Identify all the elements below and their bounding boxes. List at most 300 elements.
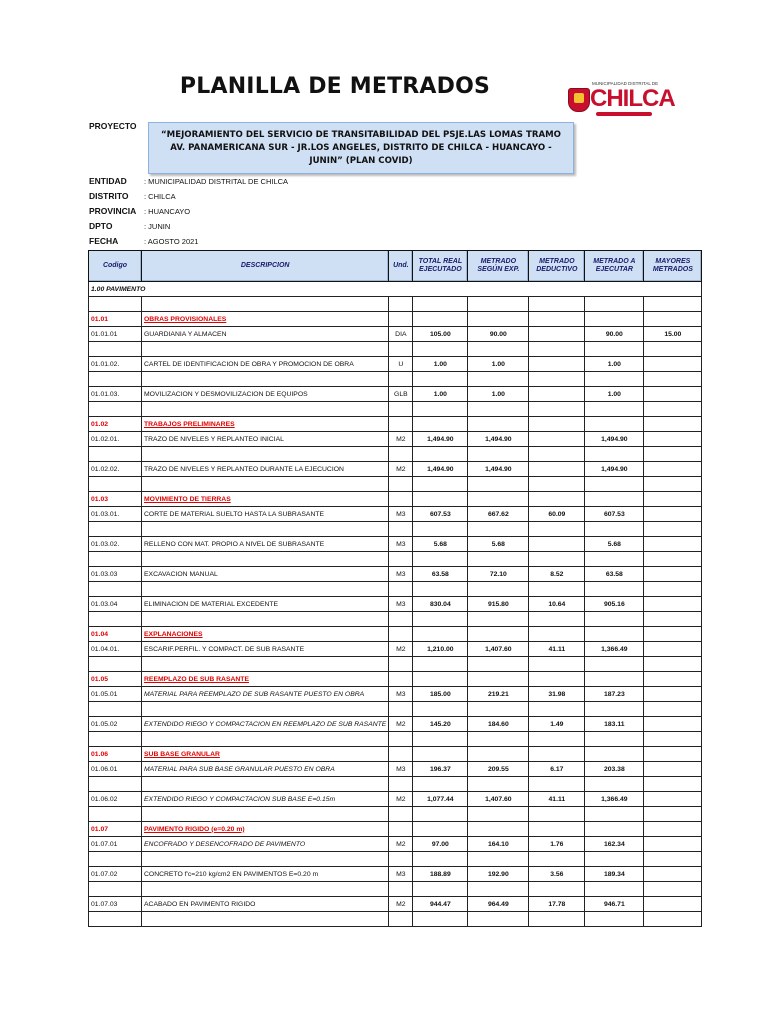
item-unit: M2 — [389, 717, 413, 732]
spacer-cell — [142, 912, 389, 927]
item-unit: M2 — [389, 432, 413, 447]
empty-cell — [529, 822, 585, 837]
spacer-cell — [529, 912, 585, 927]
item-unit: M2 — [389, 792, 413, 807]
spacer-cell — [142, 477, 389, 492]
empty-cell — [389, 492, 413, 507]
spacer-cell — [413, 552, 468, 567]
total-real-ejecutado: 1.00 — [413, 357, 468, 372]
total-real-ejecutado: 105.00 — [413, 327, 468, 342]
item-description: EXTENDIDO RIEGO Y COMPACTACION SUB BASE E=0.15m — [142, 792, 389, 807]
empty-cell — [529, 417, 585, 432]
empty-cell — [468, 747, 529, 762]
mayores-metrados — [644, 762, 702, 777]
spacer-cell — [468, 582, 529, 597]
spacer-cell — [89, 582, 142, 597]
item-description: CORTE DE MATERIAL SUELTO HASTA LA SUBRASANTE — [142, 507, 389, 522]
spacer-row — [89, 297, 702, 312]
empty-cell — [389, 312, 413, 327]
spacer-cell — [585, 732, 644, 747]
spacer-cell — [413, 447, 468, 462]
spacer-cell — [644, 657, 702, 672]
metrado-a-ejecutar: 1,366.49 — [585, 792, 644, 807]
metrado-segun-exp: 1.00 — [468, 357, 529, 372]
info-label-3: DPTO — [89, 221, 113, 231]
item-description: ELIMINACION DE MATERIAL EXCEDENTE — [142, 597, 389, 612]
section-code: 01.07 — [89, 822, 142, 837]
info-label-2: PROVINCIA — [89, 206, 137, 216]
section-code: 01.06 — [89, 747, 142, 762]
metrado-a-ejecutar: 905.16 — [585, 597, 644, 612]
metrado-deductivo — [529, 432, 585, 447]
logo-top-text: MUNICIPALIDAD DISTRITAL DE — [592, 81, 659, 86]
metrado-segun-exp: 5.68 — [468, 537, 529, 552]
metrado-segun-exp: 667.62 — [468, 507, 529, 522]
table-row — [89, 537, 702, 552]
metrado-segun-exp: 1.00 — [468, 387, 529, 402]
spacer-cell — [529, 552, 585, 567]
col-header-descripcion: DESCRIPCION — [142, 251, 389, 282]
spacer-cell — [142, 552, 389, 567]
col-header-codigo: Codigo — [89, 251, 142, 282]
metrado-segun-exp: 1,407.60 — [468, 642, 529, 657]
info-value-2: : HUANCAYO — [144, 207, 191, 216]
spacer-row — [89, 447, 702, 462]
spacer-cell — [644, 297, 702, 312]
info-value-1: : CHILCA — [144, 192, 176, 201]
spacer-cell — [644, 372, 702, 387]
mayores-metrados — [644, 462, 702, 477]
spacer-cell — [585, 447, 644, 462]
spacer-cell — [529, 852, 585, 867]
metrado-segun-exp: 964.49 — [468, 897, 529, 912]
section-code: 01.02 — [89, 417, 142, 432]
empty-cell — [413, 627, 468, 642]
spacer-cell — [468, 852, 529, 867]
empty-cell — [585, 492, 644, 507]
item-unit: M3 — [389, 597, 413, 612]
spacer-row — [89, 807, 702, 822]
spacer-cell — [468, 372, 529, 387]
spacer-cell — [529, 882, 585, 897]
spacer-cell — [529, 657, 585, 672]
spacer-cell — [644, 702, 702, 717]
metrado-a-ejecutar: 1,494.90 — [585, 432, 644, 447]
municipality-logo — [566, 80, 675, 118]
table-row — [89, 462, 702, 477]
mayores-metrados — [644, 642, 702, 657]
spacer-cell — [585, 477, 644, 492]
mayores-metrados — [644, 867, 702, 882]
spacer-cell — [644, 777, 702, 792]
item-unit: M3 — [389, 537, 413, 552]
empty-cell — [585, 672, 644, 687]
spacer-cell — [142, 447, 389, 462]
spacer-cell — [529, 612, 585, 627]
table-row — [89, 327, 702, 342]
spacer-cell — [585, 582, 644, 597]
page-title: PLANILLA DE METRADOS — [179, 74, 491, 99]
project-text: “MEJORAMIENTO DEL SERVICIO DE TRANSITABILIDAD DEL PSJE.LAS LOMAS TRAMO AV. PANAMERICANA SUR - JR.LOS ANGELES, DISTRITO DE CHILCA - HUANCAYO - JUNIN” (PLAN COVID) — [161, 129, 561, 166]
spacer-row — [89, 402, 702, 417]
section-title: PAVIMENTO RIGIDO (e=0.20 m) — [142, 822, 389, 837]
spacer-cell — [585, 777, 644, 792]
table-row — [89, 897, 702, 912]
spacer-cell — [89, 612, 142, 627]
empty-cell — [468, 672, 529, 687]
metrado-a-ejecutar: 946.71 — [585, 897, 644, 912]
total-real-ejecutado: 97.00 — [413, 837, 468, 852]
item-description: EXCAVACION MANUAL — [142, 567, 389, 582]
item-code: 01.02.02. — [89, 462, 142, 477]
metrado-a-ejecutar: 1,494.90 — [585, 462, 644, 477]
total-real-ejecutado: 63.58 — [413, 567, 468, 582]
spacer-cell — [644, 447, 702, 462]
spacer-row — [89, 372, 702, 387]
item-code: 01.05.01 — [89, 687, 142, 702]
spacer-cell — [585, 402, 644, 417]
empty-cell — [529, 672, 585, 687]
spacer-cell — [644, 582, 702, 597]
empty-cell — [529, 312, 585, 327]
spacer-cell — [142, 702, 389, 717]
metrado-deductivo: 6.17 — [529, 762, 585, 777]
spacer-cell — [468, 612, 529, 627]
section-code: 01.03 — [89, 492, 142, 507]
empty-cell — [389, 822, 413, 837]
item-code: 01.07.01 — [89, 837, 142, 852]
spacer-cell — [389, 912, 413, 927]
project-label: PROYECTO — [89, 121, 137, 131]
spacer-cell — [389, 522, 413, 537]
spacer-cell — [468, 402, 529, 417]
spacer-cell — [529, 702, 585, 717]
spacer-cell — [89, 807, 142, 822]
spacer-row — [89, 552, 702, 567]
spacer-cell — [585, 912, 644, 927]
spacer-cell — [389, 777, 413, 792]
col-header-mayores: MAYORES METRADOS — [644, 251, 702, 282]
spacer-row — [89, 582, 702, 597]
empty-cell — [644, 627, 702, 642]
metrado-a-ejecutar: 63.58 — [585, 567, 644, 582]
item-code: 01.01.01 — [89, 327, 142, 342]
spacer-cell — [585, 342, 644, 357]
spacer-cell — [389, 372, 413, 387]
item-code: 01.05.02 — [89, 717, 142, 732]
metrado-deductivo: 8.52 — [529, 567, 585, 582]
spacer-cell — [389, 447, 413, 462]
metrado-segun-exp: 219.21 — [468, 687, 529, 702]
logo-name: CHILCA — [590, 85, 675, 112]
empty-cell — [644, 672, 702, 687]
item-code: 01.03.04 — [89, 597, 142, 612]
spacer-cell — [413, 342, 468, 357]
item-unit: M3 — [389, 687, 413, 702]
spacer-cell — [142, 522, 389, 537]
item-code: 01.06.02 — [89, 792, 142, 807]
spacer-cell — [644, 402, 702, 417]
metrado-deductivo: 60.09 — [529, 507, 585, 522]
spacer-cell — [585, 612, 644, 627]
spacer-cell — [529, 807, 585, 822]
spacer-cell — [142, 582, 389, 597]
item-description: GUARDIANIA Y ALMACEN — [142, 327, 389, 342]
group-row — [89, 282, 702, 297]
item-unit: DIA — [389, 327, 413, 342]
item-unit: M2 — [389, 837, 413, 852]
metrado-a-ejecutar: 607.53 — [585, 507, 644, 522]
mayores-metrados — [644, 432, 702, 447]
total-real-ejecutado: 944.47 — [413, 897, 468, 912]
info-value-3: : JUNIN — [144, 222, 171, 231]
section-title: REEMPLAZO DE SUB RASANTE — [142, 672, 389, 687]
item-code: 01.04.01. — [89, 642, 142, 657]
mayores-metrados — [644, 357, 702, 372]
spacer-cell — [644, 552, 702, 567]
spacer-cell — [644, 522, 702, 537]
section-title: MOVIMIENTO DE TIERRAS — [142, 492, 389, 507]
item-unit: M3 — [389, 762, 413, 777]
spacer-cell — [468, 777, 529, 792]
metrado-segun-exp: 1,494.90 — [468, 462, 529, 477]
section-title: OBRAS PROVISIONALES — [142, 312, 389, 327]
spacer-cell — [468, 297, 529, 312]
spacer-cell — [468, 882, 529, 897]
metrados-table — [88, 250, 702, 927]
spacer-cell — [89, 552, 142, 567]
col-header-a-ejecutar: METRADO A EJECUTAR — [585, 251, 644, 282]
spacer-cell — [389, 297, 413, 312]
spacer-cell — [142, 297, 389, 312]
empty-cell — [644, 417, 702, 432]
table-row — [89, 792, 702, 807]
spacer-cell — [468, 702, 529, 717]
table-row — [89, 867, 702, 882]
empty-cell — [413, 312, 468, 327]
total-real-ejecutado: 1,077.44 — [413, 792, 468, 807]
spacer-cell — [89, 702, 142, 717]
spacer-cell — [89, 342, 142, 357]
item-unit: M3 — [389, 507, 413, 522]
spacer-cell — [413, 522, 468, 537]
table-row — [89, 642, 702, 657]
mayores-metrados — [644, 687, 702, 702]
spacer-cell — [529, 582, 585, 597]
metrado-a-ejecutar: 189.34 — [585, 867, 644, 882]
item-description: MATERIAL PARA REEMPLAZO DE SUB RASANTE PUESTO EN OBRA — [142, 687, 389, 702]
spacer-cell — [468, 447, 529, 462]
metrado-a-ejecutar: 183.11 — [585, 717, 644, 732]
item-code: 01.02.01. — [89, 432, 142, 447]
spacer-cell — [413, 702, 468, 717]
spacer-cell — [468, 732, 529, 747]
item-unit: M2 — [389, 462, 413, 477]
spacer-cell — [644, 882, 702, 897]
spacer-cell — [413, 477, 468, 492]
empty-cell — [585, 822, 644, 837]
table-row — [89, 762, 702, 777]
mayores-metrados — [644, 387, 702, 402]
spacer-cell — [142, 777, 389, 792]
mayores-metrados — [644, 792, 702, 807]
table-row — [89, 507, 702, 522]
section-row — [89, 417, 702, 432]
spacer-cell — [644, 612, 702, 627]
spacer-cell — [413, 882, 468, 897]
spacer-cell — [89, 912, 142, 927]
metrado-a-ejecutar: 1,366.49 — [585, 642, 644, 657]
metrado-a-ejecutar: 1.00 — [585, 357, 644, 372]
section-code: 01.05 — [89, 672, 142, 687]
spacer-cell — [142, 807, 389, 822]
item-description: EXTENDIDO RIEGO Y COMPACTACION EN REEMPLAZO DE SUB RASANTE — [142, 717, 389, 732]
item-code: 01.07.03 — [89, 897, 142, 912]
total-real-ejecutado: 1.00 — [413, 387, 468, 402]
spacer-cell — [468, 552, 529, 567]
section-row — [89, 312, 702, 327]
spacer-cell — [89, 447, 142, 462]
spacer-row — [89, 777, 702, 792]
section-row — [89, 747, 702, 762]
metrado-a-ejecutar: 90.00 — [585, 327, 644, 342]
table-row — [89, 357, 702, 372]
spacer-cell — [389, 807, 413, 822]
spacer-cell — [142, 372, 389, 387]
total-real-ejecutado: 188.89 — [413, 867, 468, 882]
spacer-cell — [644, 912, 702, 927]
empty-cell — [413, 747, 468, 762]
spacer-cell — [142, 342, 389, 357]
col-header-total-real: TOTAL REAL EJECUTADO — [413, 251, 468, 282]
item-unit: U — [389, 357, 413, 372]
spacer-row — [89, 882, 702, 897]
spacer-cell — [389, 732, 413, 747]
coat-of-arms-icon — [568, 88, 590, 112]
spacer-cell — [89, 372, 142, 387]
spacer-cell — [585, 807, 644, 822]
mayores-metrados — [644, 537, 702, 552]
metrado-deductivo: 41.11 — [529, 642, 585, 657]
spacer-cell — [413, 732, 468, 747]
metrado-deductivo: 31.98 — [529, 687, 585, 702]
metrado-a-ejecutar: 1.00 — [585, 387, 644, 402]
mayores-metrados — [644, 567, 702, 582]
item-code: 01.03.02. — [89, 537, 142, 552]
item-description: ESCARIF.PERFIL. Y COMPACT. DE SUB RASANTE — [142, 642, 389, 657]
spacer-cell — [529, 477, 585, 492]
empty-cell — [585, 312, 644, 327]
empty-cell — [389, 627, 413, 642]
spacer-cell — [644, 732, 702, 747]
metrado-segun-exp: 192.90 — [468, 867, 529, 882]
spacer-row — [89, 477, 702, 492]
spacer-cell — [389, 612, 413, 627]
spacer-cell — [468, 477, 529, 492]
spacer-row — [89, 702, 702, 717]
spacer-cell — [413, 912, 468, 927]
total-real-ejecutado: 196.37 — [413, 762, 468, 777]
total-real-ejecutado: 145.20 — [413, 717, 468, 732]
item-description: RELLENO CON MAT. PROPIO A NIVEL DE SUBRASANTE — [142, 537, 389, 552]
mayores-metrados — [644, 597, 702, 612]
total-real-ejecutado: 5.68 — [413, 537, 468, 552]
spacer-cell — [389, 882, 413, 897]
empty-cell — [389, 747, 413, 762]
spacer-cell — [413, 372, 468, 387]
section-title: TRABAJOS PRELIMINARES — [142, 417, 389, 432]
spacer-row — [89, 912, 702, 927]
spacer-cell — [644, 477, 702, 492]
spacer-cell — [89, 297, 142, 312]
spacer-cell — [89, 657, 142, 672]
empty-cell — [413, 822, 468, 837]
mayores-metrados — [644, 507, 702, 522]
metrado-deductivo: 1.49 — [529, 717, 585, 732]
empty-cell — [413, 672, 468, 687]
table-row — [89, 387, 702, 402]
metrado-deductivo: 17.78 — [529, 897, 585, 912]
spacer-cell — [89, 732, 142, 747]
empty-cell — [529, 492, 585, 507]
spacer-cell — [585, 702, 644, 717]
spacer-row — [89, 612, 702, 627]
total-real-ejecutado: 1,210.00 — [413, 642, 468, 657]
total-real-ejecutado: 830.04 — [413, 597, 468, 612]
item-description: TRAZO DE NIVELES Y REPLANTEO INICIAL — [142, 432, 389, 447]
metrado-segun-exp: 209.55 — [468, 762, 529, 777]
spacer-cell — [585, 852, 644, 867]
spacer-cell — [529, 297, 585, 312]
info-value-0: : MUNICIPALIDAD DISTRITAL DE CHILCA — [144, 177, 289, 186]
mayores-metrados — [644, 897, 702, 912]
section-code: 01.01 — [89, 312, 142, 327]
spacer-cell — [413, 402, 468, 417]
empty-cell — [644, 822, 702, 837]
item-code: 01.06.01 — [89, 762, 142, 777]
empty-cell — [468, 417, 529, 432]
section-row — [89, 492, 702, 507]
total-real-ejecutado: 1,494.90 — [413, 462, 468, 477]
item-code: 01.03.01. — [89, 507, 142, 522]
metrado-a-ejecutar: 203.38 — [585, 762, 644, 777]
col-header-deductivo: METRADO DEDUCTIVO — [529, 251, 585, 282]
metrado-deductivo: 1.76 — [529, 837, 585, 852]
empty-cell — [529, 747, 585, 762]
spacer-cell — [389, 477, 413, 492]
spacer-cell — [644, 342, 702, 357]
metrado-segun-exp: 915.80 — [468, 597, 529, 612]
spacer-cell — [389, 342, 413, 357]
metrado-a-ejecutar: 187.23 — [585, 687, 644, 702]
total-real-ejecutado: 1,494.90 — [413, 432, 468, 447]
item-description: ENCOFRADO Y DESENCOFRADO DE PAVIMENTO — [142, 837, 389, 852]
spacer-cell — [413, 657, 468, 672]
metrado-a-ejecutar: 5.68 — [585, 537, 644, 552]
spacer-cell — [413, 807, 468, 822]
metrado-segun-exp: 1,407.60 — [468, 792, 529, 807]
spacer-cell — [468, 522, 529, 537]
spacer-cell — [413, 297, 468, 312]
item-description: CARTEL DE IDENTIFICACION DE OBRA Y PROMOCION DE OBRA — [142, 357, 389, 372]
table-header-row — [89, 251, 702, 282]
spacer-cell — [89, 522, 142, 537]
empty-cell — [413, 417, 468, 432]
metrado-deductivo — [529, 387, 585, 402]
spacer-cell — [389, 852, 413, 867]
metrado-segun-exp: 164.10 — [468, 837, 529, 852]
spacer-cell — [413, 777, 468, 792]
